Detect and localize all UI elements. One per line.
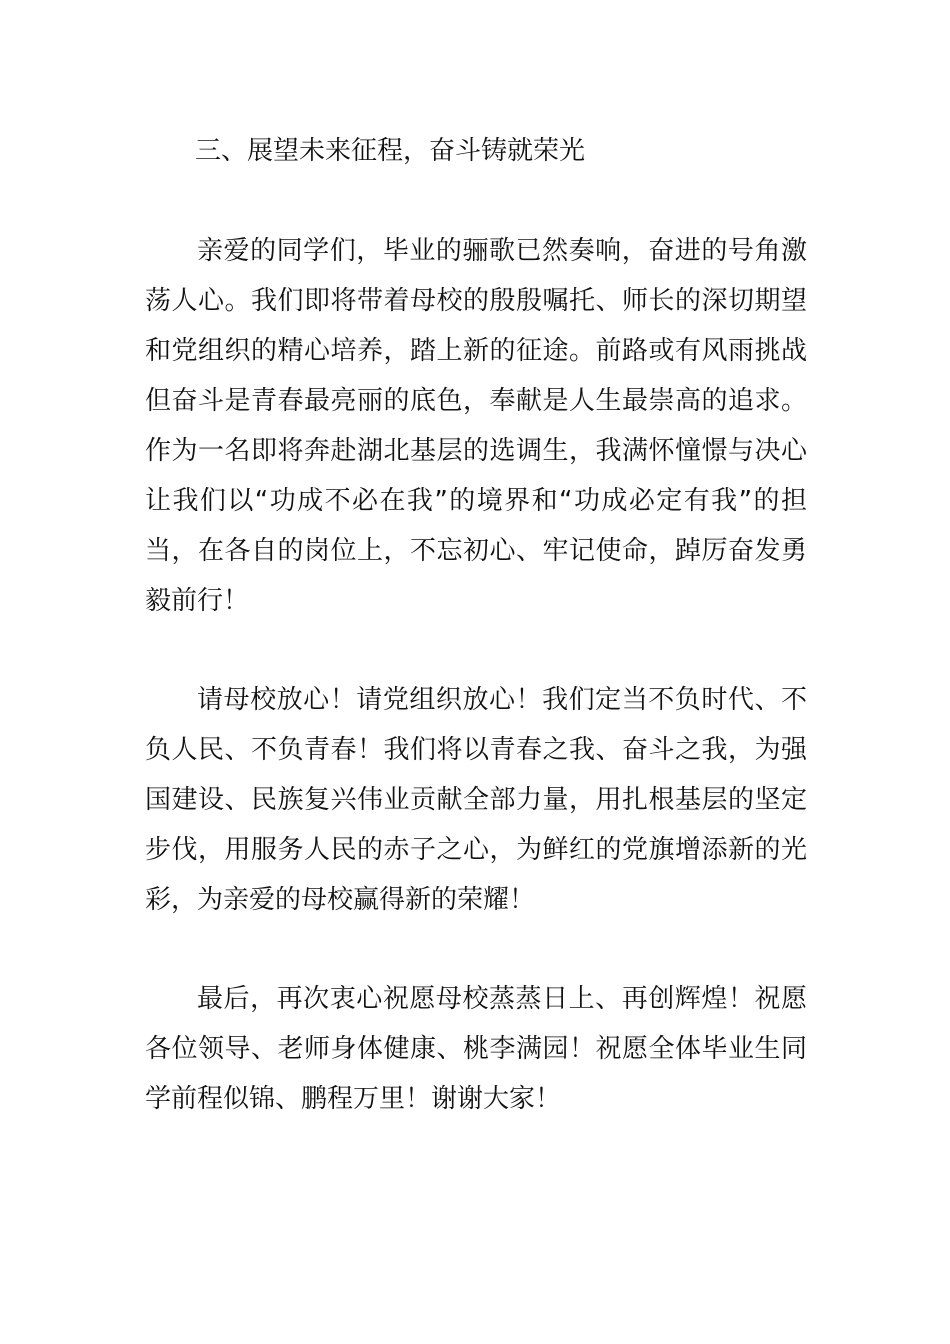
section-heading: 三、展望未来征程，奋斗铸就荣光 — [195, 136, 586, 166]
paragraph-2: 请母校放心！请党组织放心！我们定当不负时代、不负人民、不负青春！我们将以青春之我、奋斗之我，为强国建设、民族复兴伟业贡献全部力量，用扎根基层的坚定步伐，用服务人民的赤子之心，为鲜红的党旗增添新的光彩，为亲爱的母校赢得新的荣耀！ — [145, 685, 807, 915]
paragraph-3: 最后，再次衷心祝愿母校蒸蒸日上、再创辉煌！祝愿各位领导、老师身体健康、桃李满园！祝愿全体毕业生同学前程似锦、鹏程万里！谢谢大家！ — [145, 984, 807, 1114]
paragraph-1: 亲爱的同学们，毕业的骊歌已然奏响，奋进的号角激荡人心。我们即将带着母校的殷殷嘱托、师长的深切期望和党组织的精心培养，踏上新的征途。前路或有风雨挑战但奋斗是青春最亮丽的底色，奉献是人生最崇高的追求。作为一名即将奔赴湖北基层的选调生，我满怀憧憬与决心让我们以“功成不必在我”的境界和“功成必定有我”的担当，在各自的岗位上，不忘初心、牢记使命，踔厉奋发勇毅前行！ — [145, 236, 807, 616]
